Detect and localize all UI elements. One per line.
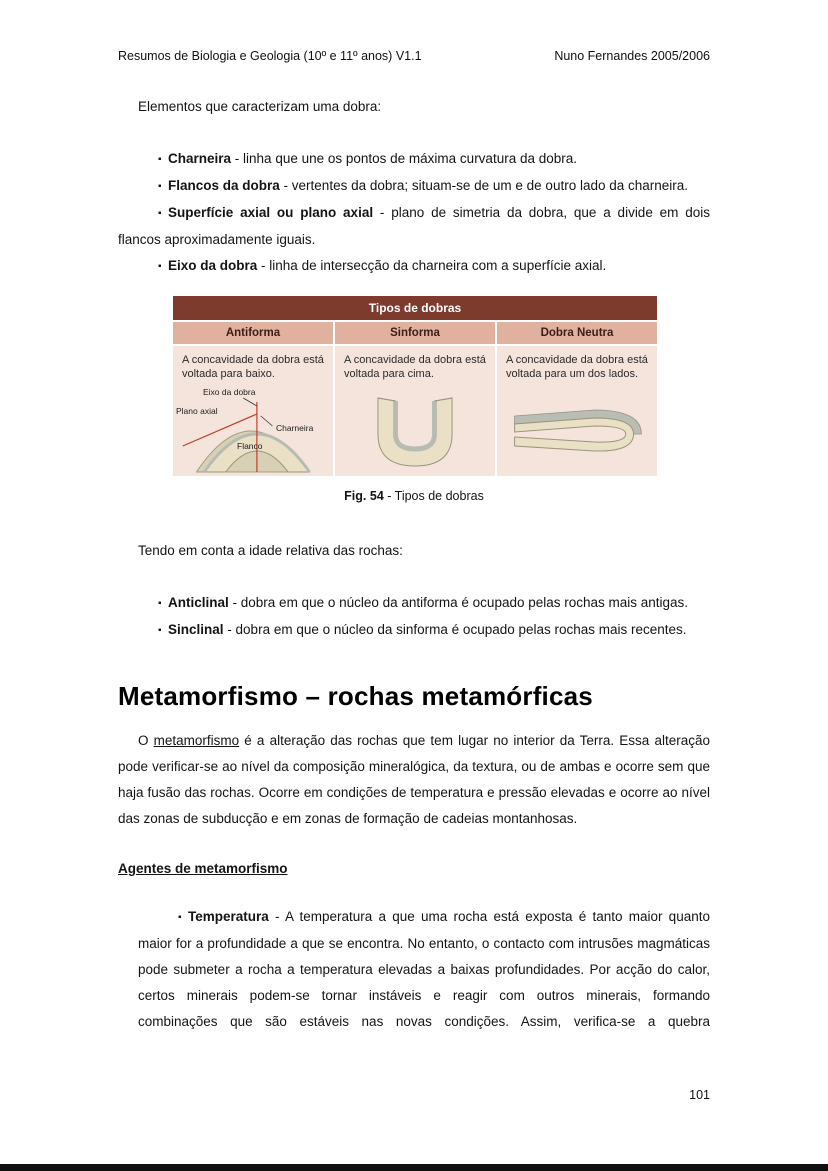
term-flancos: Flancos da dobra bbox=[168, 178, 280, 193]
term-sinclinal: Sinclinal bbox=[168, 622, 224, 637]
term-temperatura: Temperatura bbox=[188, 909, 269, 924]
dobra-neutra-diagram bbox=[499, 390, 655, 474]
intro-fold-paragraph: Elementos que caracterizam uma dobra: bbox=[138, 99, 382, 114]
term-eixo: Eixo da dobra bbox=[168, 258, 258, 273]
page-number: 101 bbox=[689, 1088, 710, 1102]
dobra-neutra-header: Dobra Neutra bbox=[497, 322, 657, 344]
list-item-anticlinal bbox=[118, 590, 710, 617]
antiforma-panel bbox=[173, 346, 333, 476]
dobra-neutra-panel bbox=[497, 346, 657, 476]
label-charneira: Charneira bbox=[276, 423, 314, 433]
agents-subheading: Agentes de metamorfismo bbox=[118, 861, 288, 876]
bullet-icon: ▪ bbox=[178, 912, 182, 923]
antiforma-diagram bbox=[175, 387, 331, 474]
label-plano-axial: Plano axial bbox=[176, 406, 218, 416]
term-eixo-desc: - linha de intersecção da charneira com a superfície axial. bbox=[261, 258, 607, 273]
sinforma-header: Sinforma bbox=[335, 322, 495, 344]
sinforma-diagram bbox=[337, 390, 493, 474]
term-charneira-desc: - linha que une os pontos de máxima curvatura da dobra. bbox=[234, 151, 578, 166]
term-superficie-axial-desc: - plano de simetria da dobra, que a divide em dois flancos aproximadamente iguais. bbox=[118, 205, 710, 247]
term-sinclinal-desc: - dobra em que o núcleo da sinforma é ocupado pelas rochas mais recentes. bbox=[227, 622, 687, 637]
header-right-author: Nuno Fernandes 2005/2006 bbox=[554, 49, 710, 63]
figure-column-antiforma bbox=[173, 322, 333, 476]
sinforma-panel bbox=[335, 346, 495, 476]
metamorfismo-paragraph bbox=[118, 728, 710, 832]
meta-underlined-term: metamorfismo bbox=[153, 733, 240, 748]
term-charneira: Charneira bbox=[168, 151, 232, 166]
figure-tipos-de-dobras bbox=[173, 296, 657, 476]
list-item-charneira bbox=[118, 146, 710, 173]
term-anticlinal: Anticlinal bbox=[168, 595, 229, 610]
label-flanco: Flanco bbox=[237, 441, 263, 451]
figure-column-sinforma bbox=[335, 322, 495, 476]
bullet-icon: ▪ bbox=[158, 598, 162, 609]
antiforma-caption: A concavidade da dobra está voltada para baixo. bbox=[182, 354, 324, 380]
page-header bbox=[118, 49, 710, 63]
figure-caption bbox=[118, 488, 710, 504]
bullet-icon: ▪ bbox=[158, 181, 162, 192]
antiforma-header: Antiforma bbox=[173, 322, 333, 344]
list-item-eixo bbox=[118, 253, 710, 280]
dobra-neutra-fold-icon bbox=[499, 390, 655, 474]
figure-title-bar: Tipos de dobras bbox=[173, 296, 657, 320]
age-intro-paragraph: Tendo em conta a idade relativa das rochas: bbox=[138, 543, 403, 558]
bullet-icon: ▪ bbox=[158, 208, 162, 219]
list-item-flancos bbox=[118, 173, 710, 200]
term-anticlinal-desc: - dobra em que o núcleo da antiforma é ocupado pelas rochas mais antigas. bbox=[232, 595, 689, 610]
meta-before: O bbox=[138, 733, 154, 748]
label-eixo-da-dobra: Eixo da dobra bbox=[203, 387, 256, 397]
bullet-icon: ▪ bbox=[158, 625, 162, 636]
sinforma-caption: A concavidade da dobra está voltada para cima. bbox=[344, 354, 486, 380]
page-content bbox=[118, 94, 710, 1035]
bullet-icon: ▪ bbox=[158, 154, 162, 165]
dobra-neutra-caption: A concavidade da dobra está voltada para um dos lados. bbox=[506, 354, 648, 380]
term-flancos-desc: - vertentes da dobra; situam-se de um e de outro lado da charneira. bbox=[283, 178, 689, 193]
fold-elements-list bbox=[118, 146, 710, 280]
list-item-superficie-axial bbox=[118, 200, 710, 253]
figure-columns bbox=[173, 322, 657, 476]
bullet-icon: ▪ bbox=[158, 261, 162, 272]
list-item-sinclinal bbox=[118, 617, 710, 644]
sinforma-fold-icon bbox=[337, 390, 493, 474]
list-item-temperatura bbox=[138, 904, 710, 1035]
age-bullets-list bbox=[118, 590, 710, 644]
figure-number: Fig. 54 bbox=[344, 489, 384, 503]
term-temperatura-desc: - A temperatura a que uma rocha está exposta é tanto maior quanto maior for a profundidade a que se encontra. No entanto, o contacto com intrusões magmáticas pode submeter a rocha a temperatura elevadas a baixas profundidades. Por acção do calor, certos minerais podem-se tornar instáveis e reagir com outros minerais, formando combinações que são estáveis nas novas condições. Assim, verifica-se a quebra bbox=[138, 909, 710, 1029]
meta-after: é a alteração das rochas que tem lugar no interior da Terra. Essa alteração pode verificar-se ao nível da composição mineralógica, da textura, ou de ambas e ocorre sem que haja fusão das rochas. Ocorre em condições de temperatura e pressão elevadas e ocorre ao nível das zonas de subducção e em zonas de formação de cadeias montanhosas. bbox=[118, 733, 710, 826]
term-superficie-axial: Superfície axial ou plano axial bbox=[168, 205, 374, 220]
figure-column-dobra-neutra bbox=[497, 322, 657, 476]
header-left-title: Resumos de Biologia e Geologia (10º e 11º anos) V1.1 bbox=[118, 49, 422, 63]
figure-caption-text: - Tipos de dobras bbox=[383, 489, 484, 503]
section-heading-metamorfismo: Metamorfismo – rochas metamórficas bbox=[118, 681, 593, 711]
page-bottom-edge bbox=[0, 1164, 828, 1171]
